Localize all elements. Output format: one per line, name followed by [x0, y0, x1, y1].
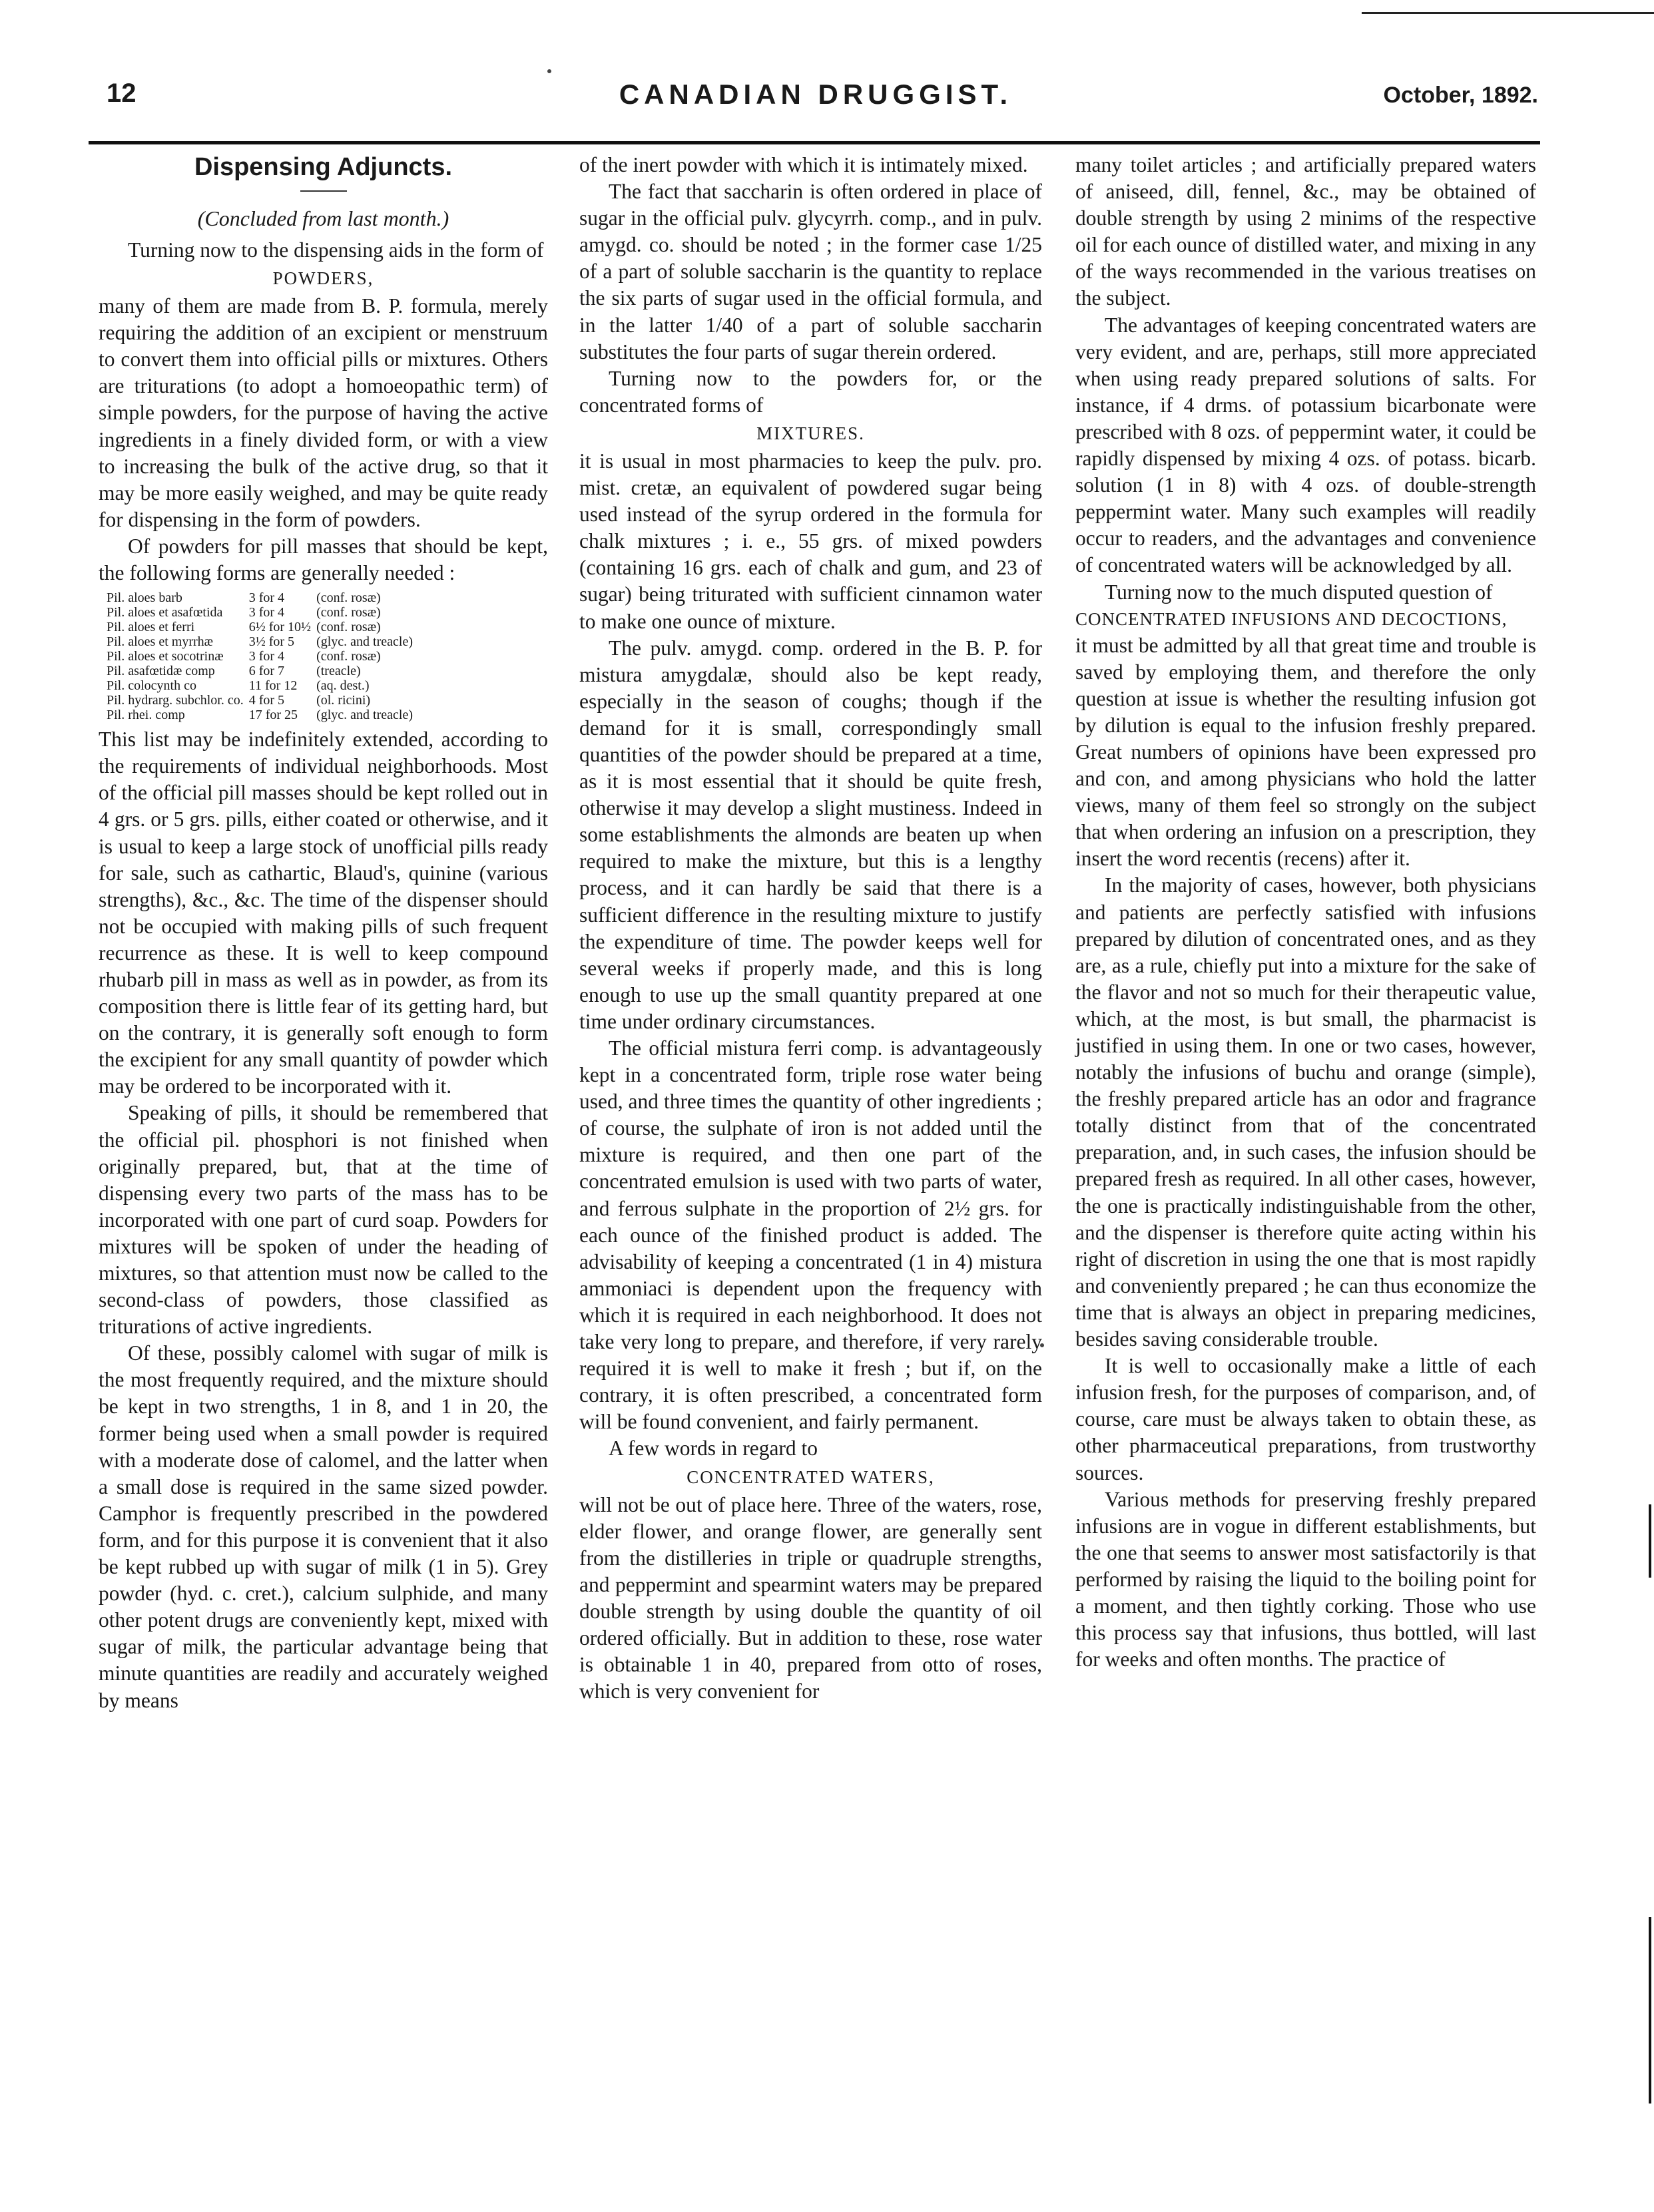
margin-mark	[1649, 1917, 1651, 2103]
pill-name: Pil. hydrarg. subchlor. co.	[107, 693, 244, 708]
paragraph: Of these, possibly calomel with sugar of milk is the most frequently required, and the mixture should be kept in two strengths, 1 in 8, and 1 in 20, the former being used when a small powder is required with a moderate dose of calomel, and the latter when a small dose is required in the same sized powder. Camphor is frequently prescribed in the powdered form, and for this purpose it is convenient that it also be kept rubbed up with sugar of milk (1 in 5). Grey powder (hyd. c. cret.), calcium sulphide, and many other potent drugs are conveniently kept, mixed with sugar of milk, the particular advantage being that minute quantities are readily and accurately weighed by means	[99, 1341, 548, 1712]
article-title: Dispensing Adjuncts.	[194, 153, 453, 181]
table-row	[107, 620, 418, 634]
header-rule	[89, 141, 1540, 144]
table-row	[107, 693, 418, 708]
section-heading-powders: POWDERS,	[272, 268, 374, 289]
pill-ratio: 3 for 4	[248, 590, 285, 606]
pill-excipient: (conf. rosæ)	[316, 649, 381, 664]
table-row	[107, 605, 418, 620]
section-heading-concentrated-waters: CONCENTRATED WATERS,	[687, 1466, 935, 1487]
issue-date: October, 1892.	[1383, 83, 1538, 108]
pill-name: Pil. asafœtidæ comp	[107, 664, 215, 679]
pill-excipient: (conf. rosæ)	[316, 590, 381, 606]
paragraph: it is usual in most pharmacies to keep the pulv. pro. mist. cretæ, an equivalent of powdered sugar being used instead of the syrup ordered in the formula for chalk mixtures ; i. e., 55 grs. of mixed powders (containing 16 grs. each of chalk and gum, and 23 of sugar) being triturated with sufficient cinnamon water to make one ounce of mixture.	[579, 449, 1042, 633]
table-row	[107, 708, 418, 722]
paragraph: It is well to occasionally make a little of each infusion fresh, for the purposes of comparison, and, of course, care must be always taken to obtain these, as other pharmaceutical preparations, from trustworthy sources.	[1075, 1354, 1536, 1484]
pill-excipient: (glyc. and treacle)	[316, 634, 413, 650]
paragraph: Of powders for pill masses that should be kept, the following forms are generally needed :	[99, 534, 548, 585]
section-heading-concentrated-infusions: CONCENTRATED INFUSIONS AND DECOCTIONS,	[1075, 608, 1508, 629]
pill-excipient: (ol. ricini)	[316, 693, 371, 708]
top-edge-rule	[1362, 12, 1654, 14]
table-row	[107, 678, 418, 693]
page-header	[87, 79, 1545, 118]
paragraph: will not be out of place here. Three of the waters, rose, elder flower, and orange flower, are generally sent from the distilleries in triple or quadruple strengths, and peppermint and spearmint waters may be prepared double strength by using double the quantity of oil ordered officially. But in addition to these, rose water is obtainable 1 in 40, prepared from otto of roses, which is very convenient for	[579, 1492, 1042, 1703]
pill-ratio: 3½ for 5	[248, 634, 295, 650]
pill-name: Pil. aloes barb	[107, 590, 182, 606]
pill-ratio: 11 for 12	[248, 678, 298, 694]
table-row	[107, 664, 418, 678]
pill-name: Pil. aloes et asafœtida	[107, 605, 223, 620]
paragraph: many of them are made from B. P. formula, merely requiring the addition of an excipient or menstruum to convert them into official pills or mixtures. Others are triturations (to adopt a homoeopathic term) of simple powders, for the purpose of having the active ingredients in a finely divided form, or with a view to increasing the bulk of the active drug, so that it may be more easily weighed, and may be quite ready for dispensing in the form of powders.	[99, 294, 548, 531]
print-speck	[547, 69, 551, 73]
paragraph: This list may be indefinitely extended, according to the requirements of individual neighborhoods. Most of the official pill masses should be kept rolled out in 4 grs. or 5 grs. pills, either coated or otherwise, and it is usual to keep a large stock of unofficial pills ready for sale, such as cathartic, Blaud's, quinine (various strengths), &c., &c. The time of the dispenser should not be occupied with making pills of such frequent recurrence as these. It is well to keep compound rhubarb pill in mass as well as in powder, as from its composition there is little fear of its getting hard, but on the contrary, it is generally soft enough to form the excipient for any small quantity of powder which may be ordered to be incorporated with it.	[99, 728, 548, 1098]
column-1	[99, 152, 548, 1714]
pill-name: Pil. rhei. comp	[107, 708, 185, 723]
pill-ratio: 3 for 4	[248, 649, 285, 664]
column-3	[1075, 152, 1536, 1673]
paragraph: A few words in regard to	[609, 1437, 818, 1460]
paragraph: many toilet articles ; and artificially prepared waters of aniseed, dill, fennel, &c., may be obtained of double strength by using 2 minims of the respective oil for each ounce of distilled water, and mixing in any of the ways recommended in the various treatises on the subject.	[1075, 153, 1536, 310]
pill-name: Pil. aloes et myrrhæ	[107, 634, 213, 650]
page-number: 12	[107, 79, 137, 108]
table-row	[107, 649, 418, 664]
column-2	[579, 152, 1042, 1705]
pill-ratio: 6 for 7	[248, 664, 285, 679]
paragraph: Turning now to the much disputed question of	[1105, 580, 1493, 604]
pill-ratio: 17 for 25	[248, 708, 298, 723]
table-row	[107, 590, 418, 605]
paragraph: The pulv. amygd. comp. ordered in the B. P. for mistura amygdalæ, should also be kept ready, especially in the season of coughs; though if the demand for it is small, correspondingly small quantities of the powder should be prepared at a time, as it is most essential that it should be quite fresh, otherwise it may develop a slight mustiness. Indeed in some establishments the almonds are beaten up when required to make the mixture, but this is a lengthy process, and it can hardly be said that there is a sufficient difference in the resulting mixture to justify the expenditure of time. The powder keeps well for several weeks if properly made, and this is long enough to use up the small quantity prepared at one time under ordinary circumstances.	[579, 636, 1042, 1033]
paragraph: The fact that saccharin is often ordered in place of sugar in the official pulv. glycyrrh. comp., and in pulv. amygd. co. should be noted ; in the former case 1/25 of a part of soluble saccharin is the quantity to replace the six parts of sugar used in the official formula, and in the latter 1/40 of a part of soluble saccharin substitutes the four parts of sugar therein ordered.	[579, 180, 1042, 363]
pill-name: Pil. aloes et ferri	[107, 620, 195, 635]
pill-excipient: (glyc. and treacle)	[316, 708, 413, 723]
pill-ratio: 3 for 4	[248, 605, 285, 620]
pill-name: Pil. colocynth co	[107, 678, 196, 694]
journal-title: CANADIAN DRUGGIST.	[619, 79, 1013, 110]
paragraph: In the majority of cases, however, both physicians and patients are perfectly satisfied with infusions prepared by dilution of concentrated ones, and as they are, as a rule, chiefly put into a mixture for the sake of the flavor and not so much for their therapeutic value, which, at the most, is but small, the pharmacist is justified in using them. In one or two cases, however, notably the infusions of buchu and orange (simple), the freshly prepared article has an odor and fragrance totally distinct from that of the concentrated preparation, and, in such cases, the infusion should be prepared fresh as required. In all other cases, however, the one is practically indistinguishable from the other, and the dispenser is therefore quite acting within his right of discretion in using the one that is most rapidly and conveniently prepared ; he can thus economize the time that is always an object in preparing medicines, besides saving considerable trouble.	[1075, 873, 1536, 1351]
paragraph: Turning now to the dispensing aids in the form of	[128, 238, 544, 262]
paragraph: The advantages of keeping concentrated waters are very evident, and are, perhaps, still more appreciated when using ready prepared solutions of salts. For instance, if 4 drms. of potassium bicarbonate were prescribed with 8 ozs. of peppermint water, it could be rapidly dispensed by mixing 4 ozs. of potass. bicarb. solution (1 in 8) with 4 ozs. of double-strength peppermint water. Many such examples will readily occur to readers, and the advantages and convenience of concentrated waters will be acknowledged by all.	[1075, 313, 1536, 577]
paragraph: Turning now to the powders for, or the concentrated forms of	[579, 366, 1042, 417]
paragraph: of the inert powder with which it is intimately mixed.	[579, 153, 1028, 176]
article-subtitle: (Concluded from last month.)	[197, 206, 449, 230]
pill-excipient: (aq. dest.)	[316, 678, 370, 694]
pill-ratio: 4 for 5	[248, 693, 285, 708]
pill-excipient: (conf. rosæ)	[316, 605, 381, 620]
pill-excipient: (conf. rosæ)	[316, 620, 381, 635]
section-heading-mixtures: MIXTURES.	[756, 423, 865, 443]
paragraph: Various methods for preserving freshly prepared infusions are in vogue in different establishments, but the one that seems to answer most satisfactorily is that performed by raising the liquid to the boiling point for a moment, and then tightly corking. Those who use this process say that infusions, thus bottled, will last for weeks and often months. The practice of	[1075, 1487, 1536, 1671]
pill-name: Pil. aloes et socotrinæ	[107, 649, 224, 664]
paragraph: Speaking of pills, it should be remembered that the official pil. phosphori is not finished when originally prepared, but, that at the time of dispensing every two parts of the mass has to be incorporated with one part of curd soap. Powders for mixtures will be spoken of under the heading of mixtures, so that attention must now be called to the second-class of powders, those classified as triturations of active ingredients.	[99, 1101, 548, 1339]
pill-excipient: (treacle)	[316, 664, 361, 679]
pill-ratio: 6½ for 10½	[248, 620, 312, 635]
paragraph: it must be admitted by all that great time and trouble is saved by employing them, and therefore the only question at issue is whether the resulting infusion got by dilution is equal to the infusion freshly prepared. Great numbers of opinions have been expressed pro and con, and among physicians who hold the latter views, many of them feel so strongly on the subject that when ordering an infusion on a prescription, they insert the word recentis (recens) after it.	[1075, 633, 1536, 871]
pill-mass-table	[107, 590, 418, 722]
paragraph: The official mistura ferri comp. is advantageously kept in a concentrated form, triple rose water being used, and three times the quantity of other ingredients ; of course, the sulphate of iron is not added until the mixture is required, and then one part of the concentrated emulsion is used with two parts of water, and ferrous sulphate in the proportion of 2½ grs. for each ounce of the finished product is added. The advisability of keeping a concentrated (1 in 4) mistura ammoniaci is dependent upon the frequency with which it is required in each neighborhood. It does not take very long to prepare, and therefore, if very rarely required it is well to make it fresh ; but if, on the contrary, it is often prescribed, a concentrated form will be found convenient, and fairly permanent.	[579, 1036, 1042, 1434]
title-divider	[300, 190, 347, 192]
margin-mark	[1649, 1504, 1651, 1578]
table-row	[107, 634, 418, 649]
